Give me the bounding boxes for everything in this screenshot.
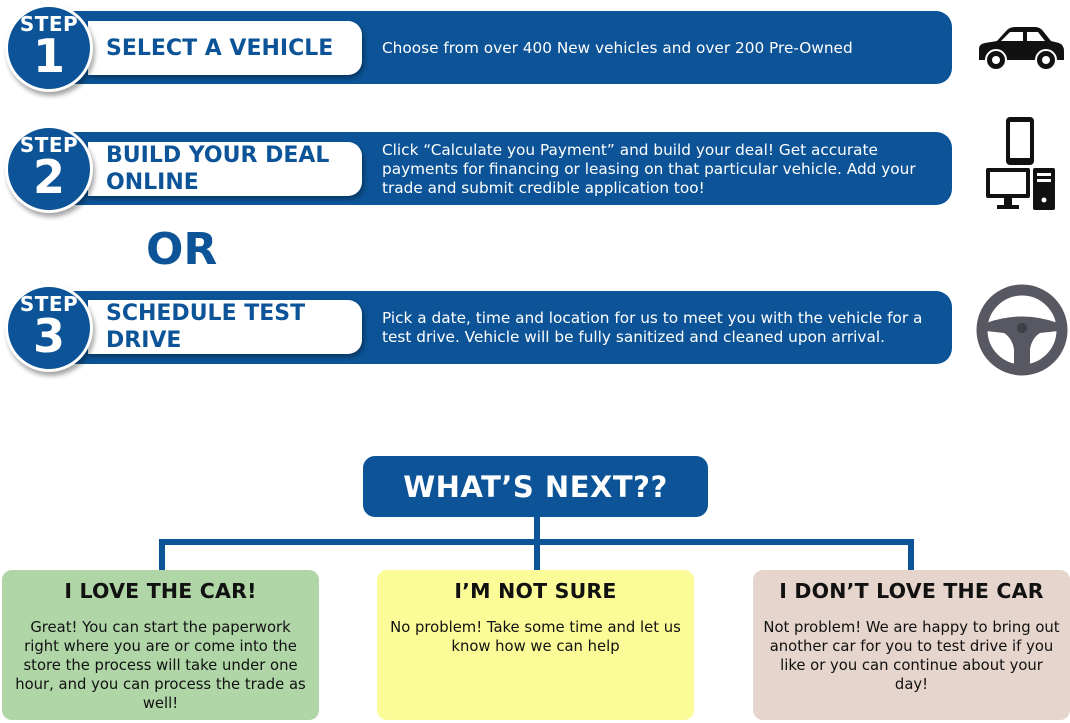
step-1-title: SELECT A VEHICLE bbox=[106, 35, 334, 61]
car-icon bbox=[975, 22, 1067, 74]
step-2-title-pill bbox=[88, 142, 362, 196]
step-2-number: 2 bbox=[32, 150, 65, 204]
step-1-badge bbox=[5, 4, 93, 92]
step-2-title: BUILD YOUR DEAL ONLINE bbox=[106, 143, 330, 195]
step-1-word: STEP bbox=[19, 12, 79, 36]
step-3-badge bbox=[5, 284, 93, 372]
step-1-description: Choose from over 400 New vehicles and over 200 Pre-Owned bbox=[382, 39, 853, 57]
outcome-dont-love-car bbox=[753, 570, 1070, 720]
whats-next-heading: WHAT’S NEXT?? bbox=[363, 456, 708, 517]
outcome-not-sure bbox=[377, 570, 694, 720]
devices-icon bbox=[984, 116, 1058, 212]
outcome-love-car-text: Great! You can start the paperwork right where you are or come into the store the process will take under one hour, and you can process the trade as well! bbox=[15, 619, 306, 712]
step-1-title-pill bbox=[88, 21, 362, 75]
step-1-number: 1 bbox=[32, 29, 65, 83]
outcome-not-sure-title: I’M NOT SURE bbox=[454, 579, 617, 603]
steering-wheel-icon bbox=[974, 283, 1070, 379]
or-label: OR bbox=[146, 224, 218, 275]
outcome-love-car-title: I LOVE THE CAR! bbox=[64, 579, 257, 603]
step-3-number: 3 bbox=[32, 309, 65, 363]
step-2-word: STEP bbox=[19, 133, 79, 157]
step-2-badge bbox=[5, 125, 93, 213]
outcome-dont-love-car-title: I DON’T LOVE THE CAR bbox=[779, 579, 1044, 603]
outcome-dont-love-car-text: Not problem! We are happy to bring out another car for you to test drive if you like or you can continue about your day! bbox=[763, 619, 1060, 693]
connector-vertical-right bbox=[908, 539, 914, 571]
step-2-description: Click “Calculate you Payment” and build your deal! Get accurate payments for financing or leasing on that particular vehicle. Add your trade and submit credible application too! bbox=[382, 141, 916, 197]
step-3-title-pill bbox=[88, 300, 362, 354]
step-3-title: SCHEDULE TEST DRIVE bbox=[106, 301, 306, 353]
connector-horizontal bbox=[159, 539, 914, 545]
outcome-not-sure-text: No problem! Take some time and let us know how we can help bbox=[390, 619, 681, 655]
outcome-love-car bbox=[2, 570, 319, 720]
connector-vertical-left bbox=[159, 539, 165, 571]
step-3-description: Pick a date, time and location for us to meet you with the vehicle for a test drive. Vehicle will be fully sanitized and cleaned upon arrival. bbox=[382, 309, 923, 346]
step-3-word: STEP bbox=[19, 292, 79, 316]
